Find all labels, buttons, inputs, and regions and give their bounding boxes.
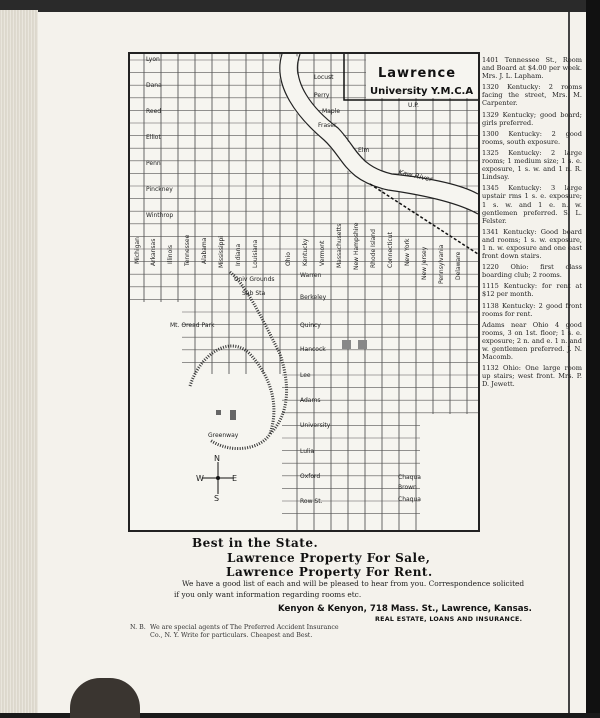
compass-east: E — [232, 474, 238, 483]
compass-south: S — [214, 494, 220, 503]
street-louisiana: Louisiana — [252, 239, 259, 268]
street-arkansas: Arkansas — [150, 238, 157, 266]
street-quincy: Quincy — [300, 322, 321, 329]
street-university: University — [300, 422, 331, 429]
street-indiana: Indiana — [235, 243, 242, 266]
street-new-hampshire: New Hampshire — [353, 222, 360, 270]
listing-item: 1300 Kentucky: 2 good rooms, south exposure. — [482, 129, 582, 146]
listing-item: 1401 Tennessee St., Room and Board at $4.00 per week. Mrs. J. L. Lapham. — [482, 56, 582, 81]
river-label: Kaw River — [397, 168, 434, 184]
compass-center — [216, 476, 220, 480]
compass-north: N — [214, 454, 220, 463]
street-alabama: Alabama — [201, 237, 208, 264]
street-dana: Dana — [146, 82, 162, 89]
street-reed: Reed — [146, 108, 162, 115]
street-pennsylvania: Pennsylvania — [438, 244, 445, 284]
street-chaqua: Chaqua — [398, 496, 421, 503]
ad-headline-3: Lawrence Property For Rent. — [226, 565, 433, 579]
building — [216, 410, 221, 415]
street-hancock: Hancock — [300, 346, 326, 353]
street-winthrop: Winthrop — [146, 212, 174, 219]
univ-grounds-label: Univ Grounds — [234, 276, 275, 283]
street-massachusetts: Massachusetts — [336, 223, 343, 268]
ad-body-line-1: We have a good list of each and will be pleased to hear from you. Correspondence solicited — [182, 579, 525, 588]
street-illinois: Illinois — [167, 244, 174, 264]
company-tagline: REAL ESTATE, LOANS AND INSURANCE. — [375, 616, 523, 623]
company-name: Kenyon & Kenyon, 718 Mass. St., Lawrence, Kansas. — [278, 604, 532, 614]
street-delaware: Delaware — [455, 251, 462, 280]
greenway-label: Greenway — [208, 432, 239, 439]
ad-headline-1: Best in the State. — [192, 536, 319, 550]
listing-item: 1345 Kentucky: 3 large upstair rms 1 s. e. exposure; 1 s. w. and 1 e. n. w. gentlemen preferred. S. L. Felster. — [482, 184, 582, 225]
street-map — [128, 52, 480, 532]
rooms-listing-column — [482, 56, 582, 391]
street-kentucky: Kentucky — [302, 238, 309, 266]
chaqua-label: Chaqua — [398, 474, 421, 481]
sub-sta-label: Sub Sta — [242, 290, 266, 297]
street-penn: Penn — [146, 160, 161, 167]
street-elliot: Elliot — [146, 134, 161, 141]
street-fraser: Fraser — [318, 122, 337, 129]
listing-item: 1320 Kentucky: 2 rooms facing the street, Mrs. M. Carpenter. — [482, 83, 582, 108]
listing-item: 1220 Ohio: first class boarding club; 2 rooms. — [482, 263, 582, 280]
street-lee: Lee — [300, 372, 311, 379]
street-adams: Adams — [300, 397, 321, 404]
street-grid-drawing — [130, 54, 478, 530]
open-area — [130, 302, 182, 530]
listing-item: 1325 Kentucky: 2 large rooms; 1 medium size; 1 s. e. exposure, 1 s. w. and 1 n. R. Lindsay. — [482, 148, 582, 182]
street-new-york: New York — [404, 238, 411, 266]
street-tennessee: Tennessee — [184, 234, 191, 266]
street-maple: Maple — [322, 108, 341, 115]
street-new-jersey: New Jersey — [421, 246, 428, 280]
street-lyon: Lyon — [146, 56, 160, 63]
listing-item: 1115 Kentucky: for rent at $12 per month. — [482, 282, 582, 299]
map-title: Lawrence — [378, 66, 457, 81]
listing-item: 1138 Kentucky: 2 good front rooms for rent. — [482, 301, 582, 318]
street-locust: Locust — [314, 74, 334, 81]
street-mississippi: Mississippi — [218, 236, 225, 268]
park-label: Mt. Oread Park — [170, 322, 215, 329]
map-subtitle: University Y.M.C.A — [370, 86, 474, 97]
scan-shadow — [586, 0, 600, 713]
street-rhode-island: Rhode Island — [370, 229, 377, 268]
building — [342, 340, 351, 349]
building — [358, 340, 367, 349]
listing-item: Adams near Ohio 4 good rooms, 3 on 1st. floor; 1 s. e. exposure; 2 n. and e. 1 n. and w. gentlemen preferred. J. N. Macomb. — [482, 320, 582, 362]
nb-key: N. B. — [130, 624, 146, 631]
street-connecticut: Connecticut — [387, 232, 394, 268]
nb-line-1: We are special agents of The Preferred Accident Insurance — [150, 624, 339, 631]
listing-item: 1329 Kentucky; good board; girls preferred. — [482, 110, 582, 127]
railroad-up: U.P. — [408, 102, 419, 109]
street-brown: Brown — [398, 484, 417, 491]
street-pinckney: Pinckney — [146, 186, 173, 193]
building — [230, 410, 236, 420]
open-area — [182, 374, 282, 530]
street-elm: Elm — [358, 147, 370, 154]
street-michigan: Michigan — [134, 237, 141, 264]
street-oxford: Oxford — [300, 473, 321, 480]
street-ohio: Ohio — [285, 252, 292, 266]
street-row: Row St. — [300, 498, 323, 505]
ad-headline-2: Lawrence Property For Sale, — [227, 551, 431, 565]
nb-line-2: Co., N. Y. Write for particulars. Cheapest and Best. — [150, 632, 313, 639]
street-perry: Perry — [314, 92, 330, 99]
street-lulia: Lulia — [300, 448, 315, 455]
listing-item: 1341 Kentucky: Good board and rooms; 1 s. w. exposure, 1 n. w. exposure and one east front down stairs. — [482, 227, 582, 261]
open-area — [420, 414, 478, 530]
listing-item: 1132 Ohio: One large room up stairs; west front. Mrs. P. D. Jewett. — [482, 364, 582, 389]
street-vermont: Vermont — [319, 240, 326, 266]
compass-west: W — [196, 474, 204, 483]
book-page-edges — [0, 10, 38, 713]
street-warren: Warren — [300, 272, 322, 279]
street-berkeley: Berkeley — [300, 294, 327, 301]
ad-body-line-2: if you only want information regarding rooms etc. — [174, 590, 362, 599]
